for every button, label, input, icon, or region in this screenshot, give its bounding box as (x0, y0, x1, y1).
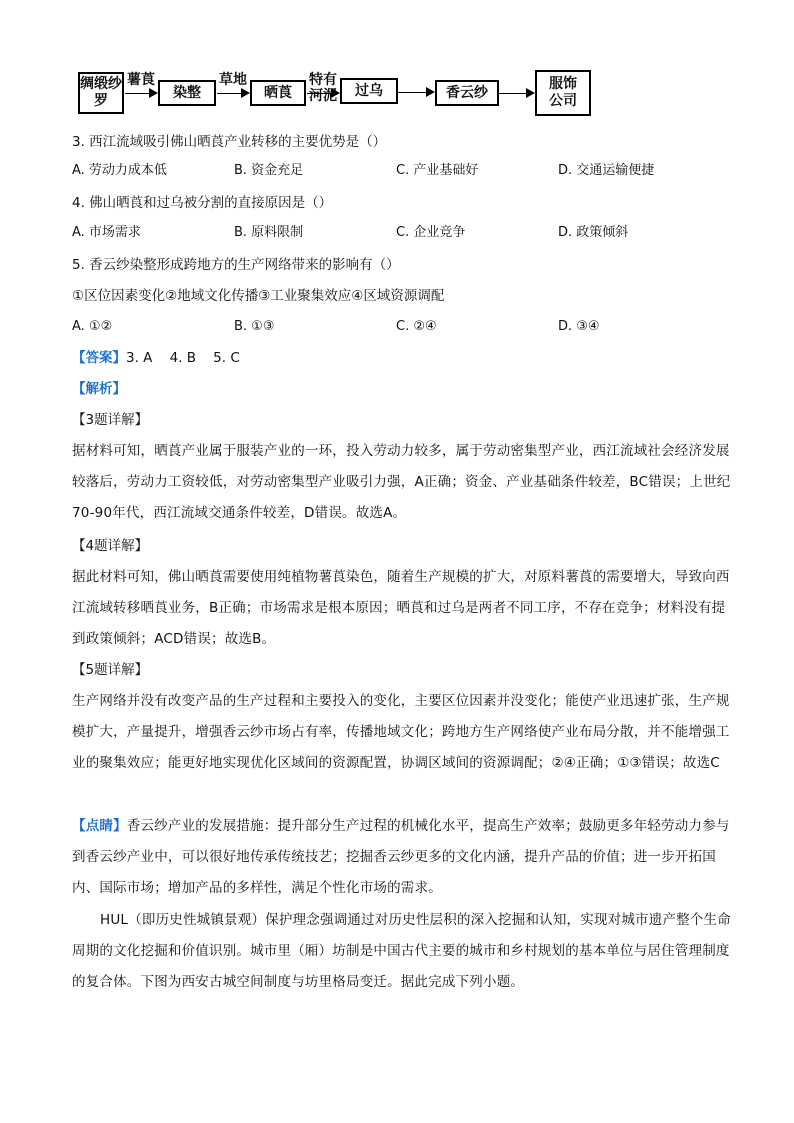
question-4-stem: 4. 佛山晒莨和过乌被分割的直接原因是（） (72, 195, 333, 211)
question-5-stem: 5. 香云纱染整形成跨地方的生产网络带来的影响有（） (72, 257, 400, 273)
answer-tag: 【答案】 (72, 350, 126, 366)
question-3-stem: 3. 西江流域吸引佛山晒莨产业转移的主要优势是（） (72, 134, 387, 150)
flow-arrow (217, 93, 242, 94)
analysis-heading (72, 380, 126, 398)
process-flow-diagram (78, 70, 598, 118)
intro-paragraph: HUL（即历史性城镇景观）保护理念强调通过对历史性层积的深入挖掘和认知，实现对城市遗产整个生命周期的文化挖掘和价值识别。城市里（厢）坊制是中国古代主要的城市和乡村规划的基本单位与居住管理制度的复合体。下图为西安古城空间制度与坊里格局变迁。据此完成下列小题。 (72, 912, 731, 990)
flow-arrow (307, 93, 332, 94)
tip-tag: 【点睛】 (72, 818, 127, 834)
question-3-option-a: A. 劳动力成本低 (72, 163, 167, 178)
question-5-option-c: C. ②④ (396, 319, 437, 334)
question-5-option-a: A. ①② (72, 319, 113, 334)
arrow-head-icon (426, 87, 435, 97)
answer-text: 3. A 4. B 5. C (126, 350, 240, 366)
flow-box-sunning: 晒莨 (250, 80, 306, 106)
question-3-option-d: D. 交通运输便捷 (558, 163, 655, 178)
tip-paragraph (72, 811, 732, 904)
detail-5-heading: 【5题详解】 (72, 662, 149, 678)
arrow-head-icon (526, 88, 535, 98)
answer-line (72, 349, 240, 367)
question-5-items: ①区位因素变化②地域文化传播③工业聚集效应④区域资源调配 (72, 288, 445, 304)
detail-3-text: 据材料可知，晒莨产业属于服装产业的一环，投入劳动力较多，属于劳动密集型产业，西江流域社会经济发展较落后，劳动力工资较低，对劳动密集型产业吸引力强，A正确；资金、产业基础条件较差，BC错误；上世纪 70-90年代，西江流域交通条件较差，D错误。故选A。 (72, 443, 731, 521)
detail-4-heading: 【4题详解】 (72, 538, 149, 554)
question-3-option-b: B. 资金充足 (234, 163, 304, 178)
flow-box-xiangyunsha: 香云纱 (435, 80, 499, 106)
tip-text: 香云纱产业的发展措施：提升部分生产过程的机械化水平，提高生产效率；鼓励更多年轻劳动力参与到香云纱产业中，可以很好地传承传统技艺；挖掘香云纱更多的文化内涵，提升产品的价值；进一步开拓国内、国际市场；增加产品的多样性，满足个性化市场的需求。 (72, 818, 730, 896)
question-4-option-a: A. 市场需求 (72, 225, 141, 240)
question-5-option-d: D. ③④ (558, 319, 600, 334)
analysis-tag: 【解析】 (72, 381, 126, 397)
detail-5-text: 生产网络并没有改变产品的生产过程和主要投入的变化，主要区位因素并没变化；能使产业迅速扩张，生产规模扩大，产量提升，增强香云纱市场占有率，传播地域文化；跨地方生产网络使产业布局分散，并不能增强工业的聚集效应；能更好地实现优化区域间的资源配置，协调区域间的资源调配；②④正确；①③错误；故选C (72, 693, 730, 771)
flow-label-river-mud: 特有河泥 (309, 72, 337, 104)
question-5-option-b: B. ①③ (234, 319, 275, 334)
flow-arrow (499, 93, 527, 94)
question-4-option-c: C. 企业竞争 (396, 225, 466, 240)
flow-box-apparel-company: 服饰公司 (535, 70, 591, 116)
arrow-head-icon (149, 88, 158, 98)
flow-box-guowu: 过乌 (340, 78, 398, 104)
arrow-head-icon (331, 88, 340, 98)
question-3-option-c: C. 产业基础好 (396, 163, 479, 178)
flow-box-dyeing: 染整 (158, 80, 216, 106)
detail-3-heading: 【3题详解】 (72, 412, 149, 428)
flow-label-shuliang: 薯莨 (127, 72, 155, 88)
arrow-head-icon (241, 88, 250, 98)
flow-arrow (398, 92, 427, 93)
flow-box-silk: 绸缎纱罗 (78, 72, 124, 114)
flow-arrow (125, 93, 150, 94)
detail-4-text: 据此材料可知，佛山晒莨需要使用纯植物薯莨染色，随着生产规模的扩大，对原料薯莨的需要增大，导致向西江流域转移晒莨业务，B正确；市场需求是根本原因；晒莨和过乌是两者不同工序，不存在竞争；材料没有提到政策倾斜；ACD错误；故选B。 (72, 569, 730, 647)
question-4-option-d: D. 政策倾斜 (558, 225, 629, 240)
flow-label-grassland: 草地 (219, 72, 247, 88)
question-4-option-b: B. 原料限制 (234, 225, 304, 240)
